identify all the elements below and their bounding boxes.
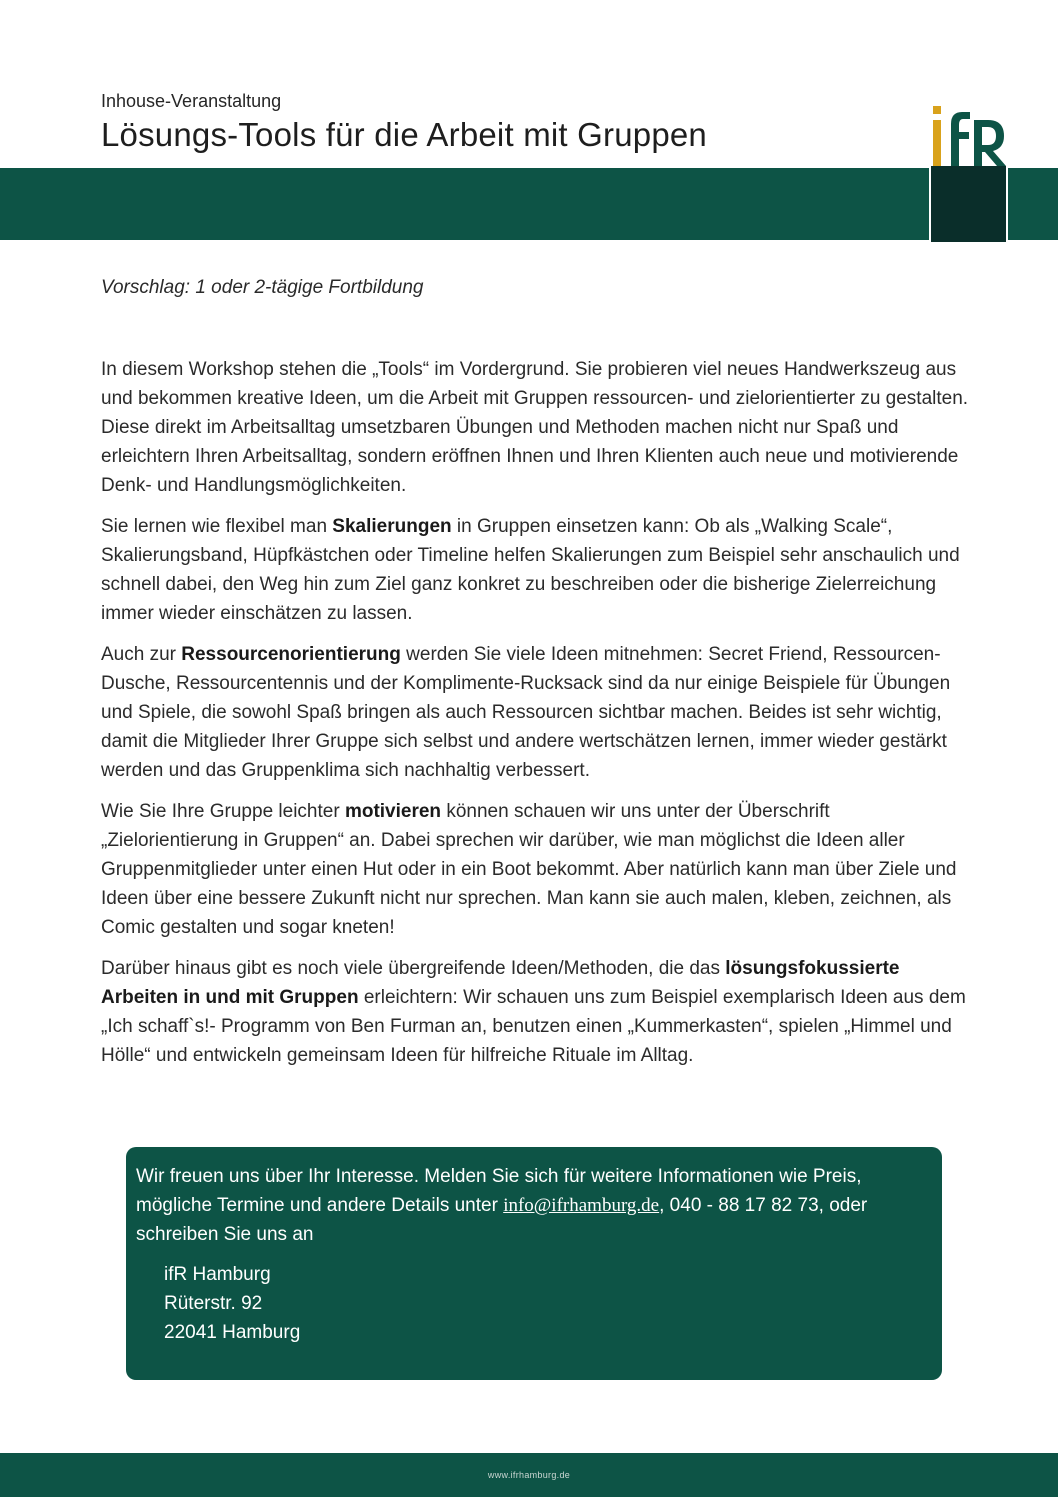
paragraph-motivation: [101, 797, 971, 942]
text-span: in Gruppen einsetzen kann: Ob als „Walking Scale“, Skalierungsband, Hüpfkästchen oder Timeline helfen Skalierungen zum Beispiel sehr anschaulich und schnell dabei, den Weg hin zum Ziel ganz konkret zu beschreiben oder die bisherige Zielerreichung immer wieder einschätzen zu lassen.: [101, 516, 960, 624]
address-city: 22041 Hamburg: [164, 1322, 301, 1343]
event-type-label: Inhouse-Veranstaltung: [101, 91, 282, 111]
description-body: [101, 355, 971, 1082]
contact-box: [126, 1147, 942, 1380]
logo-i-dot: [933, 106, 941, 114]
text-span: werden Sie viele Ideen mitnehmen: Secret Friend, Ressourcen-Dusche, Ressourcentennis und der Komplimente-Rucksack sind da nur einige Beispiele für Übungen und Spiele, die sowohl Spaß bringen als auch Ressourcen sichtbar machen. Beides ist sehr wichtig, damit die Mitglieder Ihrer Gruppe sich selbst und andere wertschätzen lernen, immer wieder gestärkt werden und das Gruppenklima sich nachhaltig verbessert.: [101, 644, 951, 781]
keyword-resources: Ressourcenorientierung: [181, 644, 401, 665]
logo-f: [951, 112, 970, 166]
text-span: Darüber hinaus gibt es noch viele übergreifende Ideen/Methoden, die das: [101, 958, 726, 979]
paragraph-resources: [101, 640, 971, 785]
paragraph-scaling: [101, 512, 971, 628]
proposal-subtitle: Vorschlag: 1 oder 2-tägige Fortbildung: [101, 277, 424, 298]
email-link[interactable]: info@ifrhamburg.de: [503, 1195, 660, 1216]
text-span: Wie Sie Ihre Gruppe leichter: [101, 801, 345, 822]
text-span: Sie lernen wie flexibel man: [101, 516, 333, 537]
paragraph-methods: [101, 954, 971, 1070]
footer-band: [0, 1453, 1058, 1497]
text-span: erleichtern: Wir schauen uns zum Beispiel exemplarisch Ideen aus dem „Ich schaff`s!- Programm von Ben Furman an, benutzen einen „Kummerkasten“, spielen „Himmel und Hölle“ und entwickeln gemeinsam Ideen für hilfreiche Rituale im Alltag.: [101, 987, 966, 1066]
keyword-scaling: Skalierungen: [332, 516, 452, 537]
logo-i-stem: [933, 120, 941, 166]
keyword-solution-focused: lösungsfokussierte Arbeiten in und mit Gruppen: [101, 958, 900, 1008]
address-name: ifR Hamburg: [164, 1264, 271, 1285]
text-span: können schauen wir uns unter der Überschrift „Zielorientierung in Gruppen“ an. Dabei sprechen wir darüber, wie man möglichst die Ideen aller Gruppenmitglieder unter einen Hut oder in ein Boot bekommt. Aber natürlich kann man über Ziele und Ideen über eine bessere Zukunft nicht nur sprechen. Man kann sie auch malen, kleben, zeichnen, als Comic gestalten und sogar kneten!: [101, 801, 957, 938]
text-span: Wir freuen uns über Ihr Interesse. Melden Sie sich für weitere Informationen wie Preis, mögliche Termine und andere Details unter: [136, 1166, 862, 1216]
contact-text: [136, 1162, 932, 1249]
ifr-logo-icon: [924, 100, 1014, 242]
logo-r: [974, 120, 1006, 166]
footer-website-link[interactable]: www.ifrhamburg.de: [487, 1470, 571, 1480]
text-span: Auch zur: [101, 644, 182, 665]
page-title: Lösungs-Tools für die Arbeit mit Gruppen: [101, 116, 707, 153]
text-span: , 040 - 88 17 82 73, oder schreiben Sie uns an: [136, 1195, 868, 1245]
keyword-motivation: motivieren: [344, 801, 442, 822]
header-band: [0, 168, 1058, 240]
postal-address: [164, 1260, 932, 1347]
address-street: Rüterstr. 92: [164, 1293, 263, 1314]
logo-block: [930, 166, 1007, 242]
ifr-logo: [924, 100, 1014, 242]
paragraph-intro: In diesem Workshop stehen die „Tools“ im Vordergrund. Sie probieren viel neues Handwerkszeug aus und bekommen kreative Ideen, um die Arbeit mit Gruppen ressourcen- und zielorientierter zu gestalten. Diese direkt im Arbeitsalltag umsetzbaren Übungen und Methoden machen nicht nur Spaß und erleichtern Ihren Arbeitsalltag, sondern eröffnen Ihnen und Ihren Klienten auch neue und motivierende Denk- und Handlungsmöglichkeiten.: [101, 359, 969, 496]
